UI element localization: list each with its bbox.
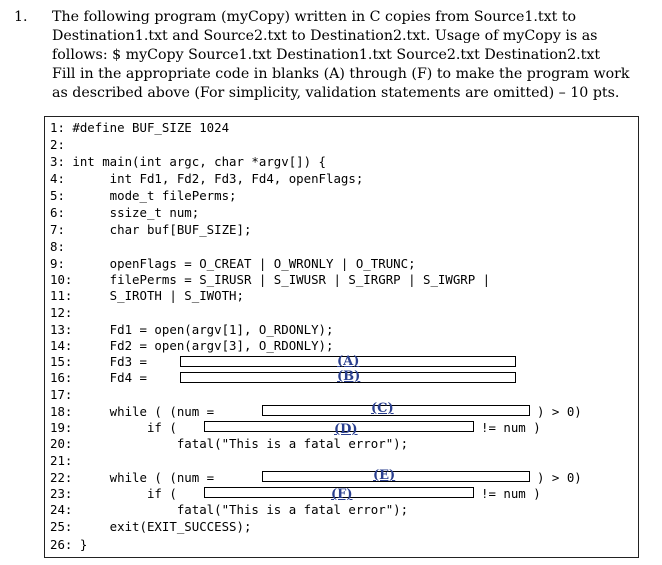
blank-d-label: (D) bbox=[334, 422, 358, 437]
blank-c-tail: ) > 0) bbox=[537, 404, 582, 419]
code-line: 5: mode_t filePerms; bbox=[50, 188, 237, 203]
code-line: 3: int main(int argc, char *argv[]) { bbox=[50, 154, 327, 169]
blank-e-box[interactable] bbox=[262, 468, 530, 483]
code-line: 13: Fd1 = open(argv[1], O_RDONLY); bbox=[50, 322, 334, 337]
code-line: 1: #define BUF_SIZE 1024 bbox=[50, 120, 230, 135]
code-line: 11: S_IROTH | S_IWOTH; bbox=[50, 288, 244, 303]
blank-f-tail: != num ) bbox=[481, 486, 541, 501]
blank-f-label: (F) bbox=[331, 487, 353, 502]
blank-c-box[interactable] bbox=[262, 405, 530, 416]
code-line: 23: if ( bbox=[50, 486, 177, 501]
question-line: as described above (For simplicity, validation statements are omitted) – 10 pts. bbox=[52, 85, 620, 101]
code-line: 15: Fd3 = bbox=[50, 354, 147, 369]
code-line: 26: } bbox=[50, 537, 88, 552]
code-line: 25: exit(EXIT_SUCCESS); bbox=[50, 519, 252, 534]
blank-b-label: (B) bbox=[337, 369, 361, 384]
code-line: 7: char buf[BUF_SIZE]; bbox=[50, 222, 252, 237]
code-line: 4: int Fd1, Fd2, Fd3, Fd4, openFlags; bbox=[50, 171, 364, 186]
code-line: 9: openFlags = O_CREAT | O_WRONLY | O_TRUNC; bbox=[50, 256, 416, 271]
blank-e-label: (E) bbox=[373, 468, 396, 483]
code-line: 18: while ( (num = bbox=[50, 404, 215, 419]
code-line: 20: fatal("This is a fatal error"); bbox=[50, 436, 409, 451]
blank-e-tail: ) > 0) bbox=[537, 470, 582, 485]
blank-c-label: (C) bbox=[371, 401, 394, 416]
blank-d-tail: != num ) bbox=[481, 420, 541, 435]
code-line: 2: bbox=[50, 137, 65, 152]
question-line: follows: $ myCopy Source1.txt Destination1.txt Source2.txt Destination2.txt bbox=[52, 47, 601, 63]
question-text bbox=[14, 8, 654, 103]
code-line: 14: Fd2 = open(argv[3], O_RDONLY); bbox=[50, 338, 334, 353]
code-line: 17: bbox=[50, 387, 73, 402]
question-line: Fill in the appropriate code in blanks (A) through (F) to make the program work bbox=[52, 66, 630, 82]
code-line: 16: Fd4 = bbox=[50, 370, 147, 385]
question-line: The following program (myCopy) written in C copies from Source1.txt to bbox=[52, 9, 577, 25]
code-line: 24: fatal("This is a fatal error"); bbox=[50, 502, 409, 517]
question-number: 1. bbox=[14, 9, 28, 25]
question-line: Destination1.txt and Source2.txt to Destination2.txt. Usage of myCopy is as bbox=[52, 28, 598, 44]
code-line: 10: filePerms = S_IRUSR | S_IWUSR | S_IRGRP | S_IWGRP | bbox=[50, 272, 491, 287]
code-line: 6: ssize_t num; bbox=[50, 205, 200, 220]
code-line: 8: bbox=[50, 239, 65, 254]
blank-a-label: (A) bbox=[337, 354, 360, 369]
code-line: 12: bbox=[50, 305, 73, 320]
code-line: 22: while ( (num = bbox=[50, 470, 215, 485]
code-line: 21: bbox=[50, 453, 73, 468]
code-line: 19: if ( bbox=[50, 420, 177, 435]
